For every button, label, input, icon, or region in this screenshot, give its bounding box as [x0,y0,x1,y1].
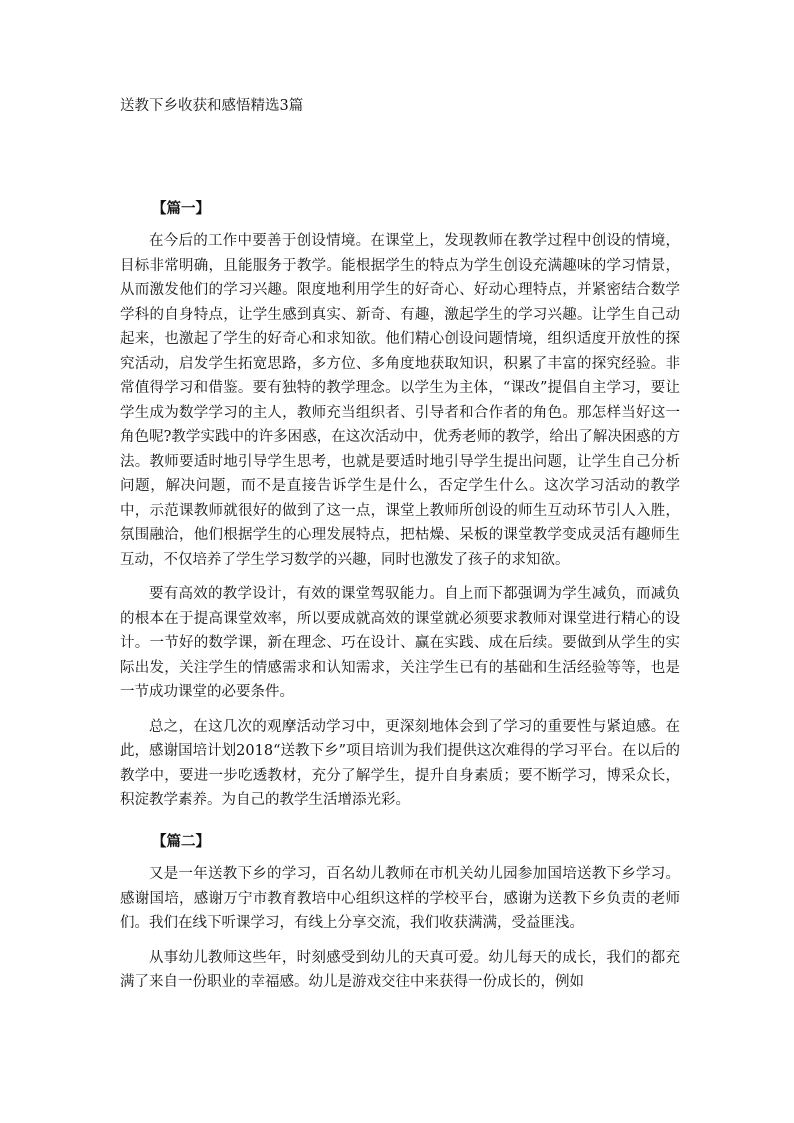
section-one [120,199,680,823]
paragraph: 又是一年送教下乡的学习，百名幼儿教师在市机关幼儿园参加国培送教下乡学习。感谢国培，感谢万宁市教育教培中心组织这样的学校平台，感谢为送教下乡负责的老师们。我们在线下听课学习，有线上分享交流，我们收获满满，受益匪浅。 [120,866,680,931]
paragraph: 要有高效的教学设计，有效的课堂驾驭能力。自上而下都强调为学生减负，而减负的根本在于提高课堂效率，所以要成就高效的课堂就必须要求教师对课堂进行精心的设计。一节好的数学课，新在理念、巧在设计、赢在实践、成在后续。要做到从学生的实际出发，关注学生的情感需求和认知需求，关注学生已有的基础和生活经验等等，也是一节成功课堂的必要条件。 [120,586,680,700]
section-heading: 【篇一】 [152,200,210,217]
document-title: 送教下乡收获和感悟精选3篇 [120,98,304,114]
paragraph: 总之，在这几次的观摩活动学习中，更深刻地体会到了学习的重要性与紧迫感。在此，感谢国培计划2018“送教下乡”项目培训为我们提供这次难得的学习平台。在以后的教学中，要进一步吃透教材，充分了解学生，提升自身素质；要不断学习，博采众长，积淀教学素养。为自己的教学生活增添光彩。 [120,718,680,808]
paragraph: 在今后的工作中要善于创设情境。在课堂上，发现教师在教学过程中创设的情境，目标非常明确，且能服务于教学。能根据学生的特点为学生创设充满趣味的学习情景，从而激发他们的学习兴趣。限度地利用学生的好奇心、好动心理特点，并紧密结合数学学科的自身特点，让学生感到真实、新奇、有趣，激起学生的学习兴趣。让学生自己动起来，也激起了学生的好奇心和求知欲。他们精心创设问题情境，组织适度开放性的探究活动，启发学生拓宽思路，多方位、多角度地获取知识，积累了丰富的探究经验。非常值得学习和借鉴。要有独特的教学理念。以学生为主体，“课改”提倡自主学习，要让学生成为数学学习的主人，教师充当组织者、引导者和合作者的角色。那怎样当好这一角色呢?教学实践中的许多困惑，在这次活动中，优秀老师的教学，给出了解决困惑的方法。教师要适时地引导学生思考，也就是要适时地引导学生提出问题，让学生自己分析问题，解决问题，而不是直接告诉学生是什么，否定学生什么。这次学习活动的教学中，示范课教师就很好的做到了这一点，课堂上教师所创设的师生互动环节引人入胜，氛围融洽，他们根据学生的心理发展特点，把枯燥、呆板的课堂教学变成灵活有趣师生互动，不仅培养了学生学习数学的兴趣，同时也激发了孩子的求知欲。 [120,233,680,568]
section-two [120,832,680,1005]
paragraph: 从事幼儿教师这些年，时刻感受到幼儿的天真可爱。幼儿每天的成长，我们的都充满了来自一份职业的幸福感。幼儿是游戏交往中来获得一份成长的，例如 [120,949,680,990]
section-heading: 【篇二】 [152,833,210,850]
